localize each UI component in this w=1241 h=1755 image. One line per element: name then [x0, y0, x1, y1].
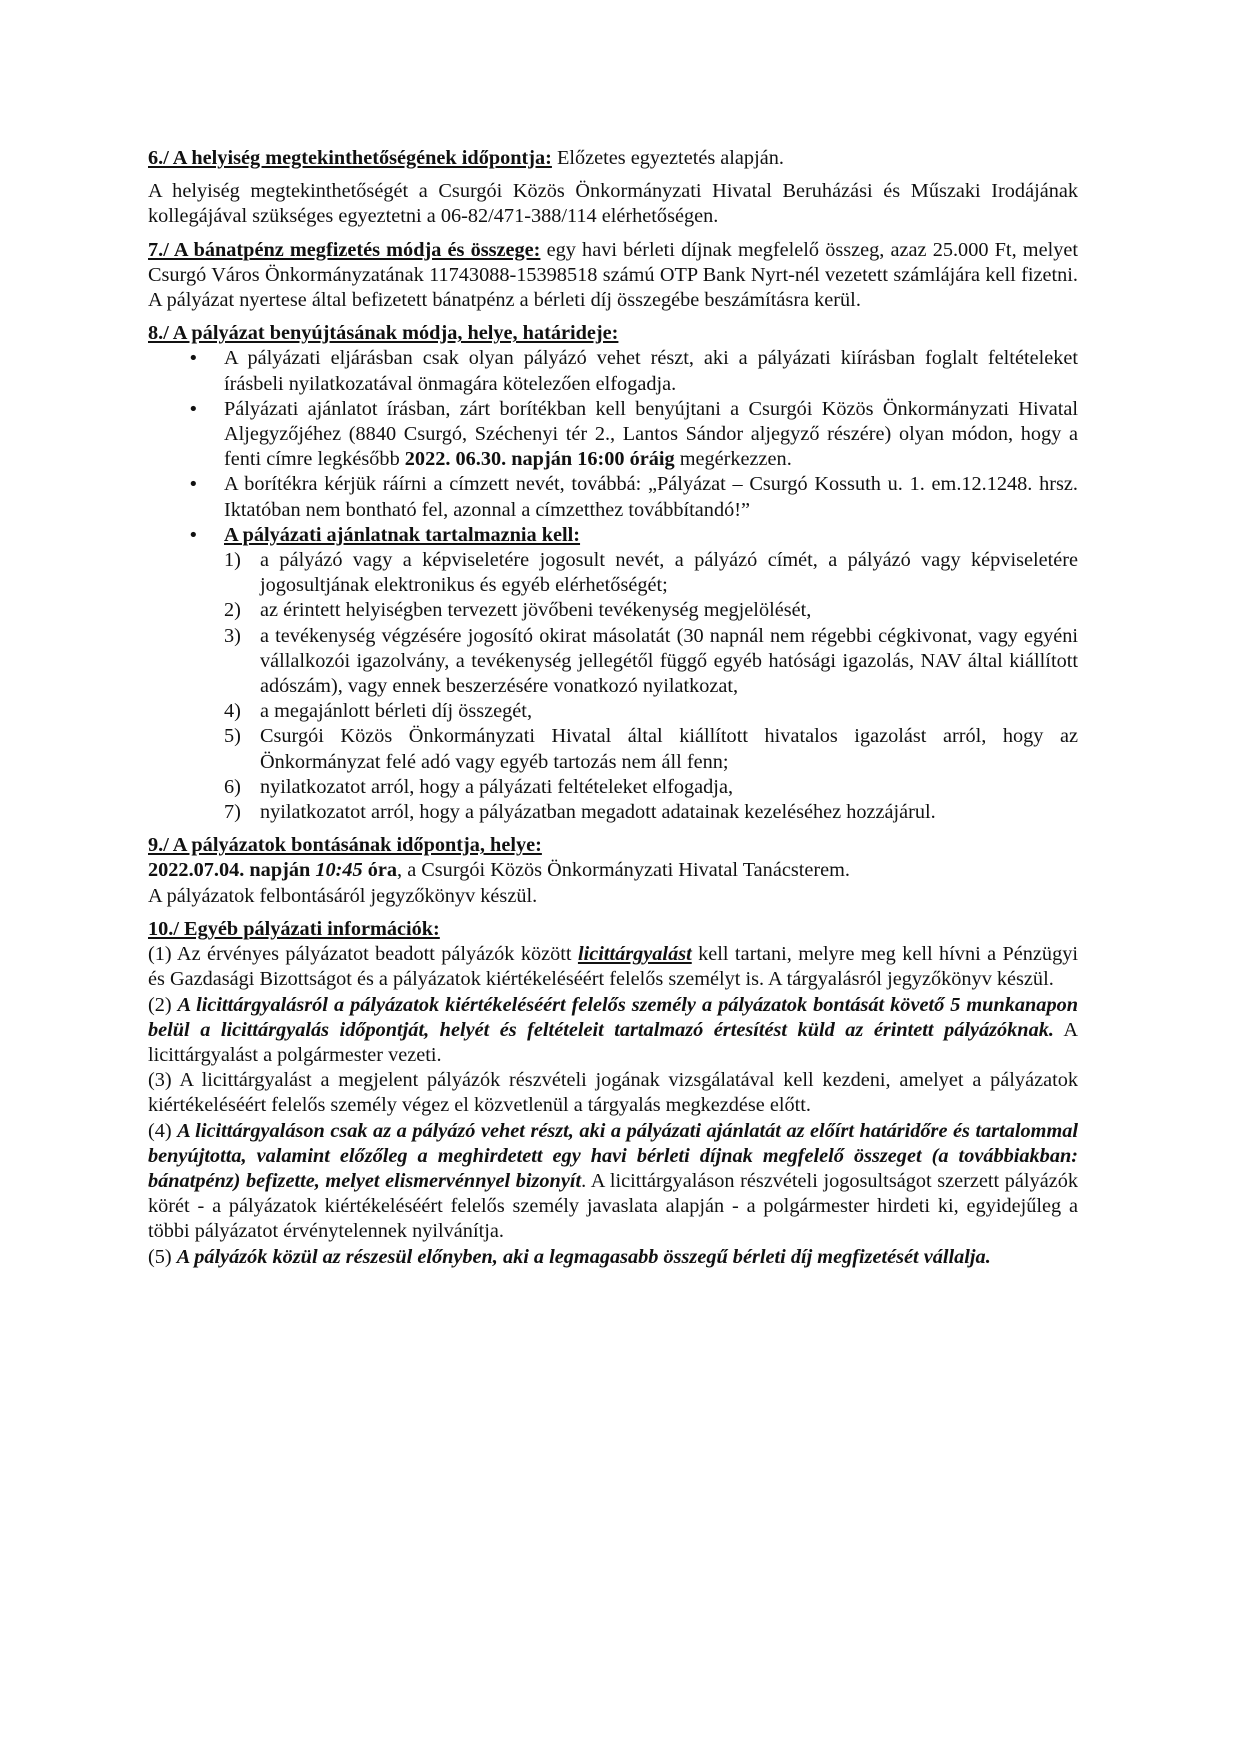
point-2-label: (2) — [148, 993, 178, 1016]
section-10-point-3: (3) A licittárgyalást a megjelent pályázók részvételi jogának vizsgálatával kell kezdeni, amelyet a pályázatok kiértékeléséért felelős személy végez el közvetlenül a tárgyalás megkezdése előtt. — [148, 1069, 1078, 1117]
point-5-label: (5) — [148, 1245, 177, 1268]
section-7 — [148, 238, 1078, 314]
list-item — [148, 598, 1078, 623]
list-item-number: 1) — [224, 549, 241, 572]
section-8-heading: 8./ A pályázat benyújtásának módja, helye, határideje: — [148, 322, 619, 345]
section-10-point-4 — [148, 1119, 1078, 1245]
list-item-number: 2) — [224, 599, 241, 622]
point-1-emphasis: licittárgyalást — [577, 943, 692, 966]
section-6-heading: 6./ A helyiség megtekinthetőségének időpontja: — [148, 147, 552, 169]
point-4-text-c: . A licittárgyaláson részvételi jogosultságot szerzett pályázók körét - a pályázatok kiértékeléséért felelős személy javaslata alapján - a polgármester hirdeti ki, egyidejűleg a többi pályázatot érvénytelennek nyilvánítja. — [148, 1169, 1078, 1243]
bullet-4-heading: A pályázati ajánlatnak tartalmaznia kell: — [224, 523, 581, 546]
section-6 — [148, 146, 1078, 171]
list-item — [148, 724, 1078, 774]
list-item-text: Csurgói Közös Önkormányzati Hivatal által kiállított hivatalos igazolást arról, hogy az Önkormányzat felé adó vagy egyéb tartozás nem áll fenn; — [260, 725, 1078, 773]
list-item — [148, 624, 1078, 700]
section-8-bullet-1: • A pályázati eljárásban csak olyan pályázó vehet részt, aki a pályázati kiírásban foglalt feltételeket írásbeli nyilatkozatával önmagára kötelezően elfogadja. — [148, 346, 1078, 396]
point-4-label: (4) — [148, 1119, 178, 1142]
point-4-emphasis: A licittárgyaláson csak az a pályázó vehet részt, aki a pályázati ajánlatát az előírt határidőre és tartalommal benyújtotta, valamint előzőleg a meghirdetett egy havi bérleti díjnak megfelelő összeget (a továbbiakban: bánatpénz) befizette, melyet elismervénnyel bizonyít — [148, 1119, 1079, 1192]
list-item-text: az érintett helyiségben tervezett jövőbeni tevékenység megjelölését, — [260, 599, 812, 622]
list-item — [148, 548, 1078, 598]
section-10-point-2 — [148, 993, 1078, 1069]
list-item — [148, 775, 1078, 800]
point-5-emphasis: A pályázók közül az részesül előnyben, aki a legmagasabb összegű bérleti díj megfizetését vállalja. — [176, 1245, 991, 1268]
document-page — [148, 146, 1078, 1270]
section-9-paragraph: A pályázatok felbontásáról jegyzőkönyv készül. — [148, 884, 538, 907]
list-item — [148, 699, 1078, 724]
section-7-text: egy havi bérleti díjnak megfelelő összeg, azaz 25.000 Ft, melyet Csurgó Város Önkormányzatának 11743088-15398518 számú OTP Bank Nyrt-nél vezetett számlájára kell fizetni. A pályázat nyertese által befizetett bánatpénz a bérleti díj összegébe beszámításra kerül. — [148, 238, 1078, 312]
section-10 — [148, 917, 1078, 942]
opening-time: 10:45 — [315, 859, 363, 882]
section-6-paragraph: A helyiség megtekinthetőségét a Csurgói Közös Önkormányzati Hivatal Beruházási és Műszaki Irodájának kollegájával szükséges egyeztetni a 06-82/471-388/114 elérhetőségen. — [148, 180, 1078, 228]
point-1-text-a: (1) Az érvényes pályázatot beadott pályázók között — [148, 943, 578, 966]
list-item-number: 3) — [224, 624, 241, 647]
opening-ora: óra — [362, 859, 398, 882]
submission-deadline: 2022. 06.30. napján 16:00 óráig — [404, 448, 675, 471]
point-2-emphasis: A licittárgyalásról a pályázatok kiértékeléséért felelős személy a pályázatok bontását követő 5 munkanapon belül a licittárgyalás időpontját, helyét és feltételeit tartalmazó értesítést küld az érintett pályázóknak. — [148, 993, 1078, 1041]
section-8 — [148, 321, 1078, 346]
list-item-text: a pályázó vagy a képviseletére jogosult nevét, a pályázó címét, a pályázó vagy képviseletére jogosultjának elektronikus és egyéb elérhetőségét; — [260, 549, 1078, 597]
point-1-text-c: kell tartani, melyre meg kell hívni a Pénzügyi és Gazdasági Bizottságot és a pályázatok kiértékeléséért felelős személyt is. A tárgyalásról jegyzőkönyv készül. — [148, 943, 1078, 991]
section-10-point-5 — [148, 1245, 1078, 1270]
section-9-heading: 9./ A pályázatok bontásának időpontja, helye: — [148, 834, 542, 857]
list-item-text: nyilatkozatot arról, hogy a pályázatban megadott adatainak kezeléséhez hozzájárul. — [260, 801, 936, 824]
section-7-heading: 7./ A bánatpénz megfizetés módja és összege: — [148, 238, 541, 261]
opening-place: , a Csurgói Közös Önkormányzati Hivatal Tanácsterem. — [397, 859, 850, 882]
section-8-bullet-3: • A borítékra kérjük ráírni a címzett nevét, továbbá: „Pályázat – Csurgó Kossuth u. 1. em.12.1248. hrsz. Iktatóban nem bontható fel, azonnal a címzetthez továbbítandó!” — [148, 472, 1078, 522]
required-contents-list — [148, 548, 1078, 825]
list-item-text: a megajánlott bérleti díj összegét, — [260, 700, 533, 723]
list-item-number: 5) — [224, 725, 241, 748]
list-item — [148, 800, 1078, 825]
opening-date: 2022.07.04. napján — [148, 859, 316, 882]
list-item-number: 6) — [224, 775, 241, 798]
list-item-text: nyilatkozatot arról, hogy a pályázati feltételeket elfogadja, — [260, 775, 734, 798]
list-item-number: 4) — [224, 700, 241, 723]
section-10-heading: 10./ Egyéb pályázati információk: — [148, 917, 440, 940]
section-8-bullet-4 — [148, 523, 1078, 548]
bullet-2-text-a: Pályázati ajánlatot írásban, zárt borítékban kell benyújtani a Csurgói Közös Önkormányzati Hivatal Aljegyzőjéhez (8840 Csurgó, Széchenyi tér 2., Lantos Sándor aljegyző részére) olyan módon, hogy a fenti címre legkésőbb — [224, 397, 1078, 471]
section-9 — [148, 833, 1078, 858]
section-8-bullet-2 — [148, 397, 1078, 473]
list-item-number: 7) — [224, 801, 241, 824]
section-6-text: Előzetes egyeztetés alapján. — [551, 147, 784, 169]
opening-datetime — [148, 858, 1078, 883]
bullet-2-text-c: megérkezzen. — [674, 448, 792, 471]
point-2-text-c: A licittárgyalást a polgármester vezeti. — [148, 1018, 1078, 1066]
section-10-point-1 — [148, 942, 1078, 992]
list-item-text: a tevékenység végzésére jogosító okirat másolatát (30 napnál nem régebbi cégkivonat, vagy egyéni vállalkozói igazolvány, a tevékenység jellegétől függő egyéb hatósági igazolás, NAV által kiállított adószám), vagy ennek beszerzésére vonatkozó nyilatkozat, — [260, 624, 1078, 698]
